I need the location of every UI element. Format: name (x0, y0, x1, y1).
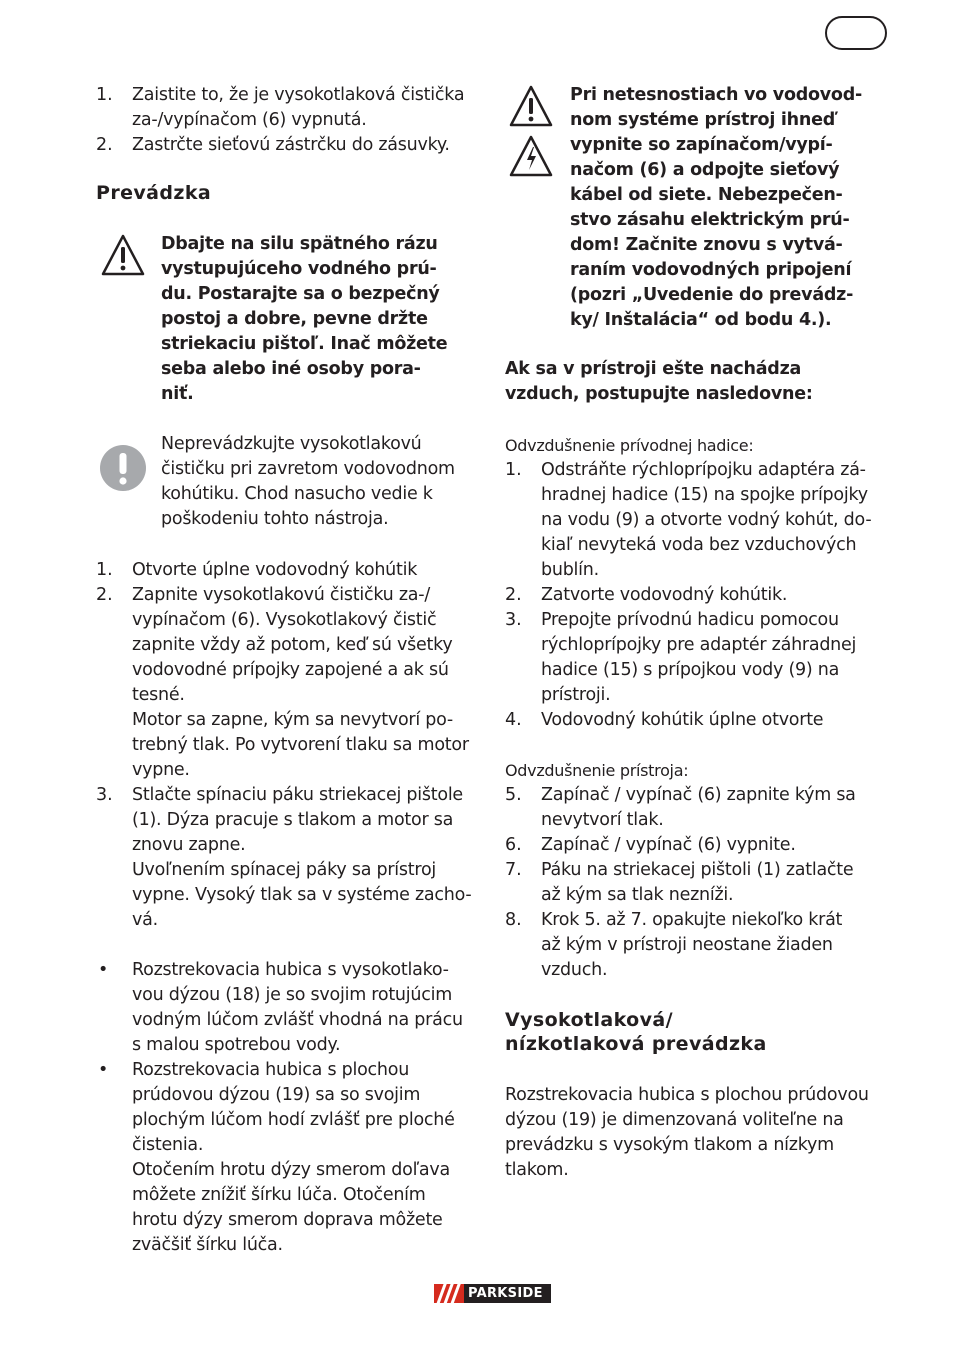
step-line: vypne. (132, 760, 190, 780)
step-line: vypne. Vysoký tlak sa v systéme zacho- (132, 885, 472, 905)
warning-line: Dbajte na silu spätného rázu (161, 234, 438, 254)
bullet-line: vou dýzou (18) je so svojim rotujúcim (132, 985, 453, 1005)
notice-line: kohútiku. Chod nasucho vedie k (161, 484, 433, 504)
step-line: rýchloprípojky pre adaptér záhradnej (541, 635, 857, 655)
step-line: za-/vypínačom (6) vypnutá. (132, 110, 367, 130)
parkside-logo (434, 1284, 551, 1303)
step-number: 3. (96, 785, 113, 805)
bullet-line: prúdovou dýzou (19) sa so svojim (132, 1085, 421, 1105)
step-line: až kým v prístroji neostane žiaden (541, 935, 833, 955)
warning-line: dom! Začnite znovu s vytvá- (570, 235, 843, 255)
brand-name: PARKSIDE (468, 1286, 543, 1301)
step-line: Zapínač / vypínač (6) zapnite kým sa (541, 785, 856, 805)
step-line: Páku na striekacej pištoli (1) zatlačte (541, 860, 854, 880)
step-line: vodovodné prípojky zapojené a ak sú (132, 660, 449, 680)
step-line: Zapínač / vypínač (6) vypnite. (541, 835, 796, 855)
language-badge (825, 16, 887, 50)
step-line: nevytvorí tlak. (541, 810, 664, 830)
step-line: Motor sa zapne, kým sa nevytvorí po- (132, 710, 453, 730)
step-line: kiaľ nevyteká voda bez vzduchových (541, 535, 857, 555)
step-line: Zastrčte sieťovú zástrčku do zásuvky. (132, 135, 450, 155)
step-line: prístroji. (541, 685, 611, 705)
step-line: hradnej hadice (15) na spojke prípojky (541, 485, 868, 505)
step-line: Prepojte prívodnú hadicu pomocou (541, 610, 839, 630)
warning-line: vypnite so zapínačom/vypí- (570, 135, 833, 155)
step-line: znovu zapne. (132, 835, 246, 855)
step-line: Uvoľnením spínacej páky sa prístroj (132, 860, 437, 880)
step-line: Zaistite to, že je vysokotlaková čistička (132, 85, 465, 105)
warning-line: načom (6) a odpojte sieťový (570, 160, 840, 180)
bullet-line: s malou spotrebou vody. (132, 1035, 341, 1055)
subheading: Odvzdušnenie prívodnej hadice: (505, 436, 754, 455)
step-line: až kým sa tlak nezníži. (541, 885, 734, 905)
bullet-line: hrotu dýzy smerom doprava môžete (132, 1210, 443, 1230)
warning-line: du. Postarajte sa o bezpečný (161, 284, 440, 304)
warning-line: raním vodovodných pripojení (570, 260, 852, 280)
warning-line: striekaciu pištoľ. Inač môžete (161, 334, 448, 354)
bullet-line: Rozstrekovacia hubica s plochou (132, 1060, 410, 1080)
step-line: tesné. (132, 685, 185, 705)
step-line: bublín. (541, 560, 599, 580)
step-line: Odstráňte rýchloprípojku adaptéra zá- (541, 460, 866, 480)
warning-triangle-icon (508, 84, 554, 128)
step-number: 1. (505, 460, 522, 480)
warning-line: niť. (161, 384, 194, 404)
bullet-line: vodným lúčom zvlášť vhodná na prácu (132, 1010, 463, 1030)
paragraph-line: dýzou (19) je dimenzovaná voliteľne na (505, 1110, 844, 1130)
exclamation-circle-icon (99, 444, 147, 492)
step-number: 2. (96, 585, 113, 605)
warning-line: Pri netesnostiach vo vodovod- (570, 85, 862, 105)
bullet-line: môžete znížiť šírku lúča. Otočením (132, 1185, 426, 1205)
step-line: Krok 5. až 7. opakujte niekoľko krát (541, 910, 843, 930)
air-intro-line: Ak sa v prístroji ešte nachádza (505, 359, 802, 379)
paragraph-line: prevádzku s vysokým tlakom a nízkym (505, 1135, 834, 1155)
step-number: 1. (96, 560, 113, 580)
warning-line: vystupujúceho vodného prú- (161, 259, 437, 279)
step-number: 8. (505, 910, 522, 930)
step-line: Vodovodný kohútik úplne otvorte (541, 710, 824, 730)
step-line: Zatvorte vodovodný kohútik. (541, 585, 788, 605)
step-line: Stlačte spínaciu páku striekacej pištole (132, 785, 463, 805)
paragraph-line: Rozstrekovacia hubica s plochou prúdovou (505, 1085, 869, 1105)
step-number: 3. (505, 610, 522, 630)
bullet-line: Rozstrekovacia hubica s vysokotlako- (132, 960, 449, 980)
step-number: 4. (505, 710, 522, 730)
electric-hazard-icon (508, 134, 554, 178)
warning-line: ky/ Inštalácia“ od bodu 4.). (570, 310, 832, 330)
step-line: Otvorte úplne vodovodný kohútik (132, 560, 418, 580)
warning-line: (pozri „Uvedenie do prevádz- (570, 285, 854, 305)
step-number: 2. (96, 135, 113, 155)
step-number: 1. (96, 85, 113, 105)
bullet-line: čistenia. (132, 1135, 204, 1155)
notice-line: Neprevádzkujte vysokotlakovú (161, 434, 422, 454)
bullet-line: zväčšiť šírku lúča. (132, 1235, 283, 1255)
notice-line: čističku pri zavretom vodovodnom (161, 459, 455, 479)
section-heading: Vysokotlaková/ (505, 1009, 673, 1031)
warning-line: stvo zásahu elektrickým prú- (570, 210, 850, 230)
warning-triangle-icon (100, 233, 146, 277)
step-line: vzduch. (541, 960, 608, 980)
section-heading: nízkotlaková prevádzka (505, 1033, 767, 1055)
warning-line: postoj a dobre, pevne držte (161, 309, 428, 329)
warning-line: seba alebo iné osoby pora- (161, 359, 421, 379)
step-line: trebný tlak. Po vytvorení tlaku sa motor (132, 735, 469, 755)
step-number: 2. (505, 585, 522, 605)
paragraph-line: tlakom. (505, 1160, 569, 1180)
step-line: vá. (132, 910, 158, 930)
air-intro-line: vzduch, postupujte nasledovne: (505, 384, 813, 404)
step-line: Zapnite vysokotlakovú čističku za-/ (132, 585, 430, 605)
step-number: 7. (505, 860, 522, 880)
subheading: Odvzdušnenie prístroja: (505, 761, 689, 780)
step-number: 5. (505, 785, 522, 805)
section-heading: Prevádzka (96, 182, 212, 204)
notice-line: poškodeniu tohto nástroja. (161, 509, 389, 529)
warning-line: nom systéme prístroj ihneď (570, 110, 835, 130)
step-line: na vodu (9) a otvorte vodný kohút, do- (541, 510, 872, 530)
warning-line: kábel od siete. Nebezpečen- (570, 185, 843, 205)
bullet-mark: • (98, 1060, 109, 1080)
logo-stripes (434, 1284, 464, 1303)
bullet-line: plochým lúčom hodí zvlášť pre ploché (132, 1110, 455, 1130)
step-number: 6. (505, 835, 522, 855)
step-line: vypínačom (6). Vysokotlakový čistič (132, 610, 437, 630)
bullet-line: Otočením hrotu dýzy smerom doľava (132, 1160, 450, 1180)
step-line: hadice (15) s prípojkou vody (9) na (541, 660, 840, 680)
step-line: (1). Dýza pracuje s tlakom a motor sa (132, 810, 454, 830)
bullet-mark: • (98, 960, 109, 980)
step-line: zapnite vždy až potom, keď sú všetky (132, 635, 453, 655)
